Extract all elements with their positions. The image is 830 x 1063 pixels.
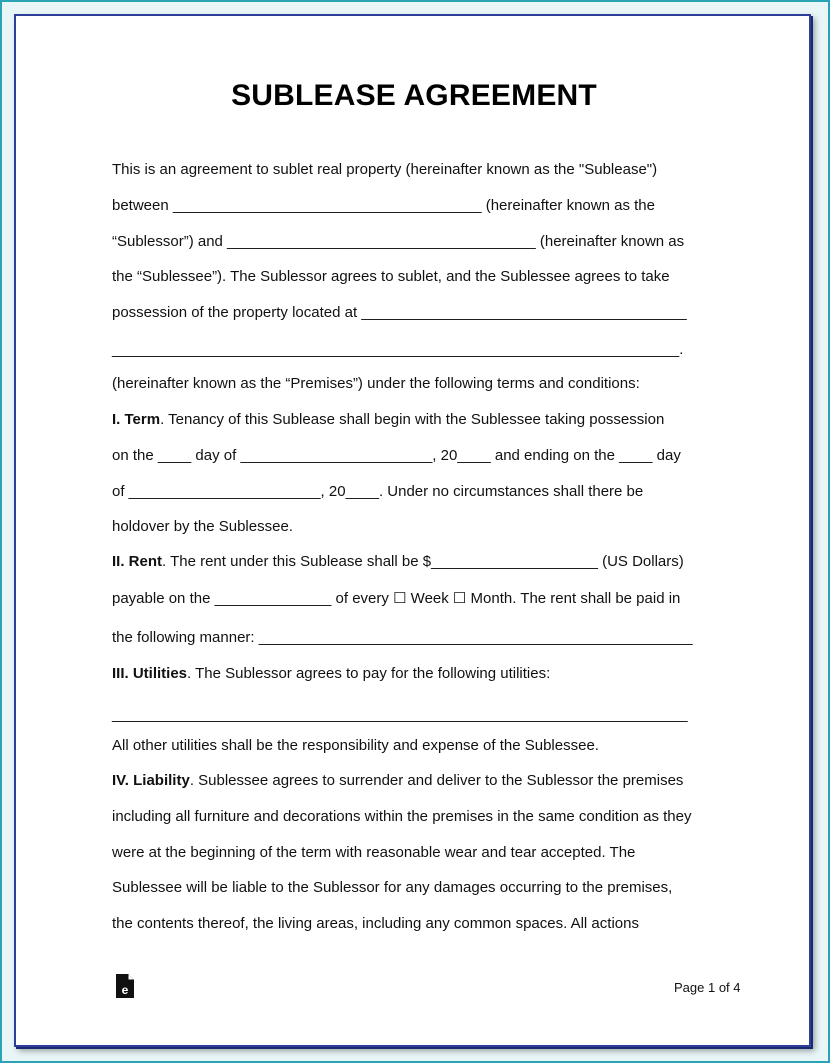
line-text: of _______________________, 20____. Under no circumstances shall there be <box>112 483 644 500</box>
line-text: the “Sublessee”). The Sublessor agrees to sublet, and the Sublessee agrees to take <box>112 268 670 285</box>
document-line <box>112 629 693 647</box>
page-number: Page 1 of 4 <box>674 980 741 995</box>
document-line <box>112 268 670 286</box>
document-line <box>112 706 688 724</box>
document-line <box>112 772 683 790</box>
document-line <box>112 915 639 933</box>
line-text: “Sublessor”) and _____________________________________ (hereinafter known as <box>112 233 685 250</box>
eforms-logo-icon <box>115 973 135 999</box>
document-line <box>112 304 687 322</box>
document-line <box>112 411 664 429</box>
line-text: This is an agreement to sublet real property (hereinafter known as the "Sublease") <box>112 161 658 178</box>
line-text: the contents thereof, the living areas, including any common spaces. All actions <box>112 915 639 932</box>
section-heading: I. Term <box>112 411 161 428</box>
document-line <box>112 665 550 683</box>
line-text: (hereinafter known as the “Premises”) under the following terms and conditions: <box>112 375 640 392</box>
line-text: on the ____ day of _______________________, 20____ and ending on the ____ day <box>112 447 681 464</box>
document-line <box>112 518 293 536</box>
document-line <box>112 233 684 251</box>
line-text: ____________________________________________________________________. <box>112 341 684 358</box>
document-line <box>112 341 683 359</box>
line-text: holdover by the Sublessee. <box>112 518 293 535</box>
document-line <box>112 197 655 215</box>
document-line <box>112 737 599 755</box>
line-text: including all furniture and decorations within the premises in the same condition as they <box>112 808 692 825</box>
line-text: Sublessee will be liable to the Sublessor for any damages occurring to the premises, <box>112 879 673 896</box>
line-text: . Tenancy of this Sublease shall begin with the Sublessee taking possession <box>160 411 665 428</box>
svg-text:e: e <box>121 983 129 997</box>
line-text: _____________________________________________________________________ <box>112 706 688 723</box>
document-line <box>112 483 643 501</box>
line-text: payable on the ______________ of every ☐ Week ☐ Month. The rent shall be paid in <box>112 590 681 607</box>
document-line <box>112 161 657 179</box>
section-heading: II. Rent <box>112 553 163 570</box>
document-line <box>112 553 684 571</box>
document-line <box>112 590 680 608</box>
document-line <box>112 844 635 862</box>
line-text: the following manner: ____________________________________________________ <box>112 629 693 646</box>
line-text: . The Sublessor agrees to pay for the following utilities: <box>187 665 551 682</box>
document-line <box>112 375 640 393</box>
line-text: All other utilities shall be the responsibility and expense of the Sublessee. <box>112 737 599 754</box>
line-text: . The rent under this Sublease shall be $____________________ (US Dollars) <box>162 553 684 570</box>
document-line <box>112 879 672 897</box>
line-text: between _____________________________________ (hereinafter known as the <box>112 197 655 214</box>
document-line <box>112 447 681 465</box>
section-heading: IV. Liability <box>112 772 190 789</box>
line-text: possession of the property located at _______________________________________ <box>112 304 687 321</box>
document-line <box>112 808 692 826</box>
line-text: were at the beginning of the term with reasonable wear and tear accepted. The <box>112 844 636 861</box>
line-text: . Sublessee agrees to surrender and deliver to the Sublessor the premises <box>189 772 684 789</box>
section-heading: III. Utilities <box>112 665 188 682</box>
document-title: SUBLEASE AGREEMENT <box>231 79 597 112</box>
